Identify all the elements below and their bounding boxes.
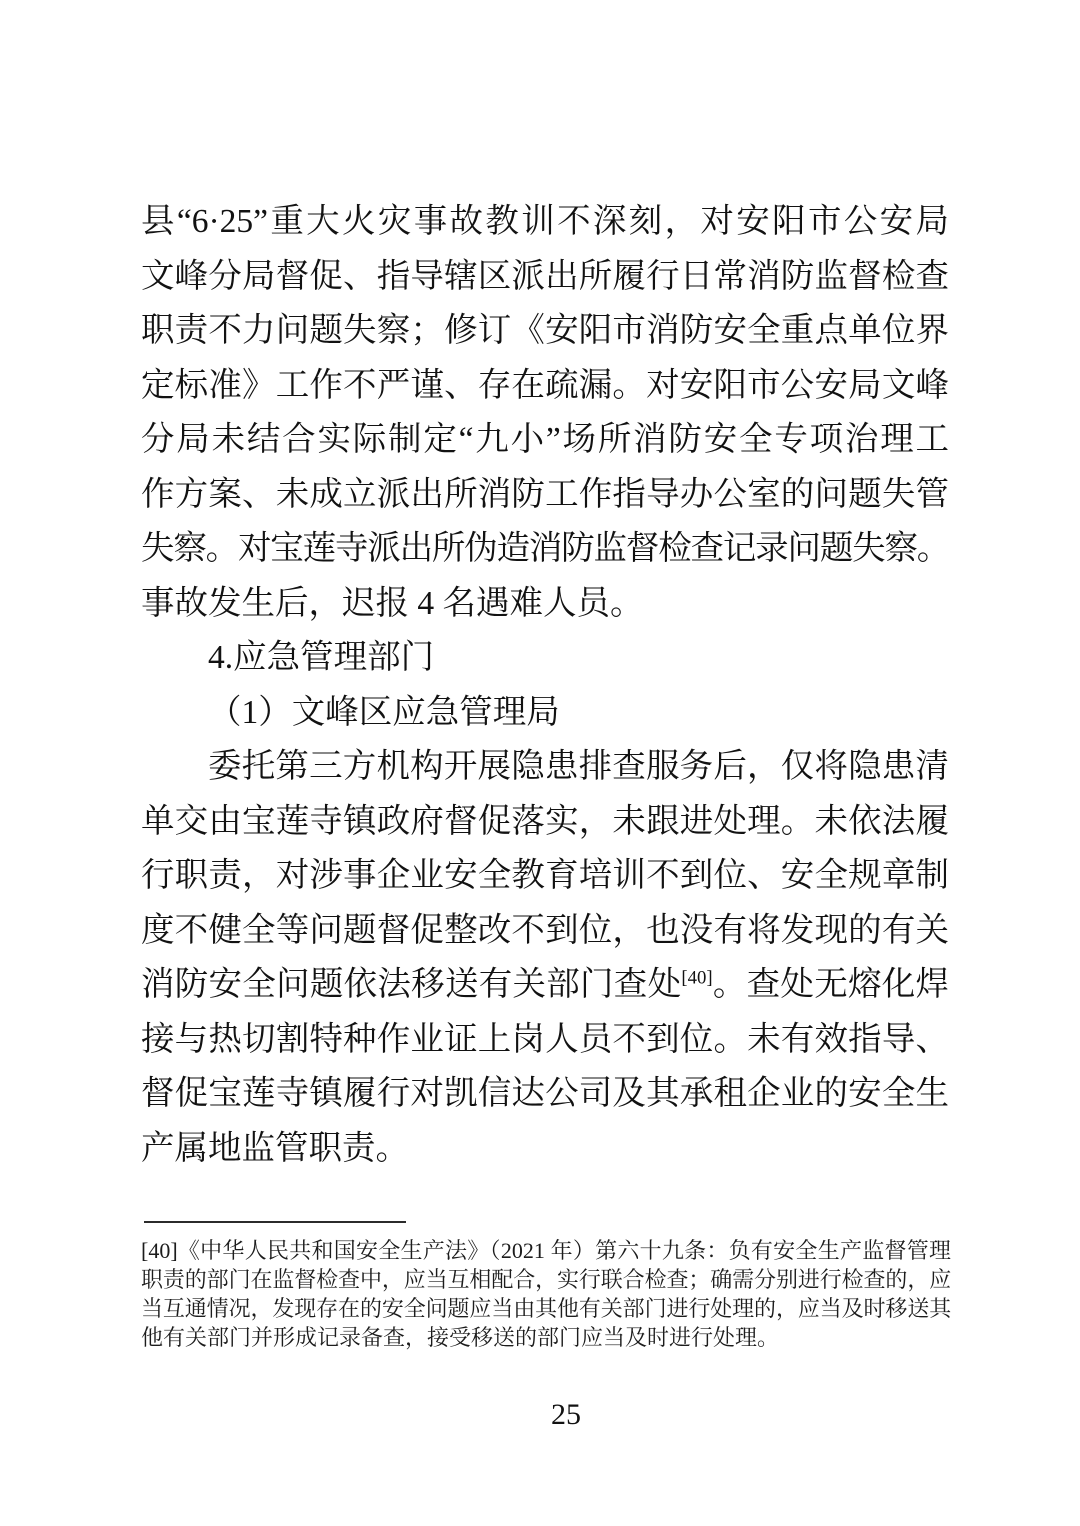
text-line: 行职责，对涉事企业安全教育培训不到位、安全规章制 — [141, 857, 949, 894]
paragraph — [141, 686, 949, 741]
text-line: 单交由宝莲寺镇政府督促落实，未跟进处理。未依法履 — [141, 802, 949, 840]
document-body — [141, 195, 949, 1176]
text-line: （1）文峰区应急管理局 — [208, 693, 560, 731]
text-line: 失察。对宝莲寺派出所伪造消防监督检查记录问题失察。 — [141, 530, 949, 567]
text-line: 职责不力问题失察；修订《安阳市消防安全重点单位界 — [141, 312, 949, 349]
text-line: 督促宝莲寺镇履行对凯信达公司及其承租企业的安全生 — [141, 1075, 949, 1112]
text-line: 县“6·25”重大火灾事故教训不深刻，对安阳市公安局 — [141, 203, 949, 240]
text-line: 分局未结合实际制定“九小”场所消防安全专项治理工 — [141, 421, 949, 458]
text-line: 4.应急管理部门 — [208, 639, 435, 676]
footnote-ref-40: [40] — [681, 967, 713, 989]
text-line: 文峰分局督促、指导辖区派出所履行日常消防监督检查 — [141, 257, 949, 295]
text-line: 度不健全等问题督促整改不到位，也没有将发现的有关 — [141, 911, 949, 949]
paragraph — [141, 631, 949, 686]
footnote — [141, 1236, 951, 1352]
paragraph — [141, 740, 949, 1176]
text-line: 职责的部门在监督检查中，应当互相配合，实行联合检查；确需分别进行检查的，应 — [141, 1267, 951, 1292]
page-number: 25 — [551, 1398, 581, 1431]
text-line: 当互通情况，发现存在的安全问题应当由其他有关部门进行处理的，应当及时移送其 — [141, 1296, 951, 1321]
text-line: 产属地监管职责。 — [141, 1129, 409, 1167]
text-line: 他有关部门并形成记录备查，接受移送的部门应当及时进行处理。 — [141, 1325, 780, 1350]
footnote-separator — [144, 1221, 406, 1223]
text-line: 事故发生后，迟报 4 名遇难人员。 — [141, 584, 644, 622]
text-line: 定标准》工作不严谨、存在疏漏。对安阳市公安局文峰 — [141, 366, 949, 404]
text-line: 消防安全问题依法移送有关部门查处[40]。查处无熔化焊 — [141, 966, 950, 1003]
text-line: 委托第三方机构开展隐患排查服务后，仅将隐患清 — [208, 748, 949, 785]
text-line: 作方案、未成立派出所消防工作指导办公室的问题失管 — [141, 475, 949, 513]
text-line: [40]《中华人民共和国安全生产法》（2021 年）第六十九条：负有安全生产监督管理 — [141, 1238, 951, 1263]
paragraph — [141, 195, 949, 631]
text-line: 接与热切割特种作业证上岗人员不到位。未有效指导、 — [141, 1020, 949, 1058]
